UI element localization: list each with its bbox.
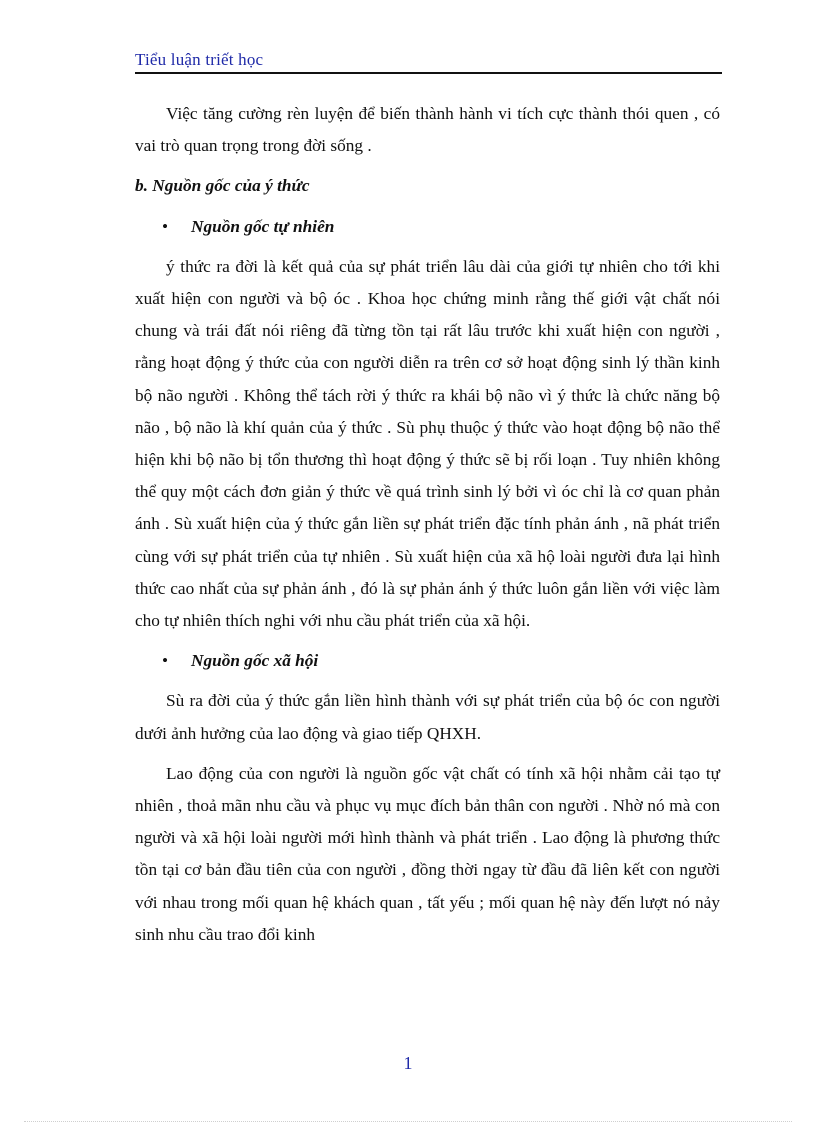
social-origin-heading: Nguồn gốc xã hội — [191, 651, 319, 671]
bullet-heading-natural-origin — [135, 211, 720, 243]
document-header-title: Tiểu luận triết học — [135, 50, 264, 69]
natural-origin-heading: Nguồn gốc tự nhiên — [191, 216, 335, 236]
section-heading-origin-of-consciousness: b. Nguồn gốc của ý thức — [135, 176, 310, 196]
paragraph-natural-origin: ý thức ra đời là kết quả của sự phát triển lâu dài của giới tự nhiên cho tới khi xuất hiện con người và bộ óc . Khoa học chứng minh rằng thế giới vật chất nói chung và trái đất nói riêng đã từng tồn tại rất lâu trước khi xuất hiện con người , rằng hoạt động ý thức của con người diễn ra trên cơ sở hoạt động sinh lý thần kinh bộ não người . Không thể tách rời ý thức ra khái bộ não vì ý thức là chức năng bộ não , bộ não là khí quản của ý thức . Sù phụ thuộc ý thức vào hoạt động bộ não thể hiện khi bộ não bị tổn thương thì hoạt động ý thức sẽ bị rối loạn . Tuy nhiên không thể quy một cách đơn giản ý thức về quá trình sinh lý bởi vì óc chỉ là cơ quan phản ánh . Sù xuất hiện của ý thức gắn liền sự phát triển đặc tính phản ánh , nã phát triển cùng với sự phát triển của tự nhiên . Sù xuất hiện của xã hộ loài người đưa lại hình thức cao nhất của sự phản ánh , đó là sự phản ánh ý thức luôn gắn liền với việc làm cho tự nhiên thích nghi với nhu cầu phát triển của xã hội. — [135, 256, 720, 631]
paragraph-labor: Lao động của con người là nguồn gốc vật chất có tính xã hội nhằm cải tạo tự nhiên , thoả mãn nhu cầu và phục vụ mục đích bản thân con người . Nhờ nó mà con người và xã hội loài người mới hình thành và phát triển . Lao động là phương thức tồn tại cơ bản đầu tiên của con người , đồng thời ngay từ đầu đã liên kết con người với nhau trong mối quan hệ khách quan , tất yếu ; mối quan hệ này đến lượt nó nảy sinh nhu cầu trao đổi kinh — [135, 763, 720, 944]
page-number: 1 — [403, 1053, 413, 1073]
bullet-dot-icon: • — [162, 651, 169, 671]
page-header — [135, 48, 722, 74]
paragraph-social-origin: Sù ra đời của ý thức gắn liền hình thành với sự phát triển của bộ óc con người dưới ảnh hưởng của lao động và giao tiếp QHXH. — [135, 691, 720, 743]
paragraph-habit: Việc tăng cường rèn luyện để biến thành hành vi tích cực thành thói quen , có vai trò quan trọng trong đời sống . — [135, 104, 720, 156]
bullet-dot-icon: • — [162, 216, 169, 236]
document-body — [135, 98, 720, 951]
page-bottom-divider — [24, 1121, 792, 1122]
bullet-heading-social-origin — [135, 645, 720, 677]
